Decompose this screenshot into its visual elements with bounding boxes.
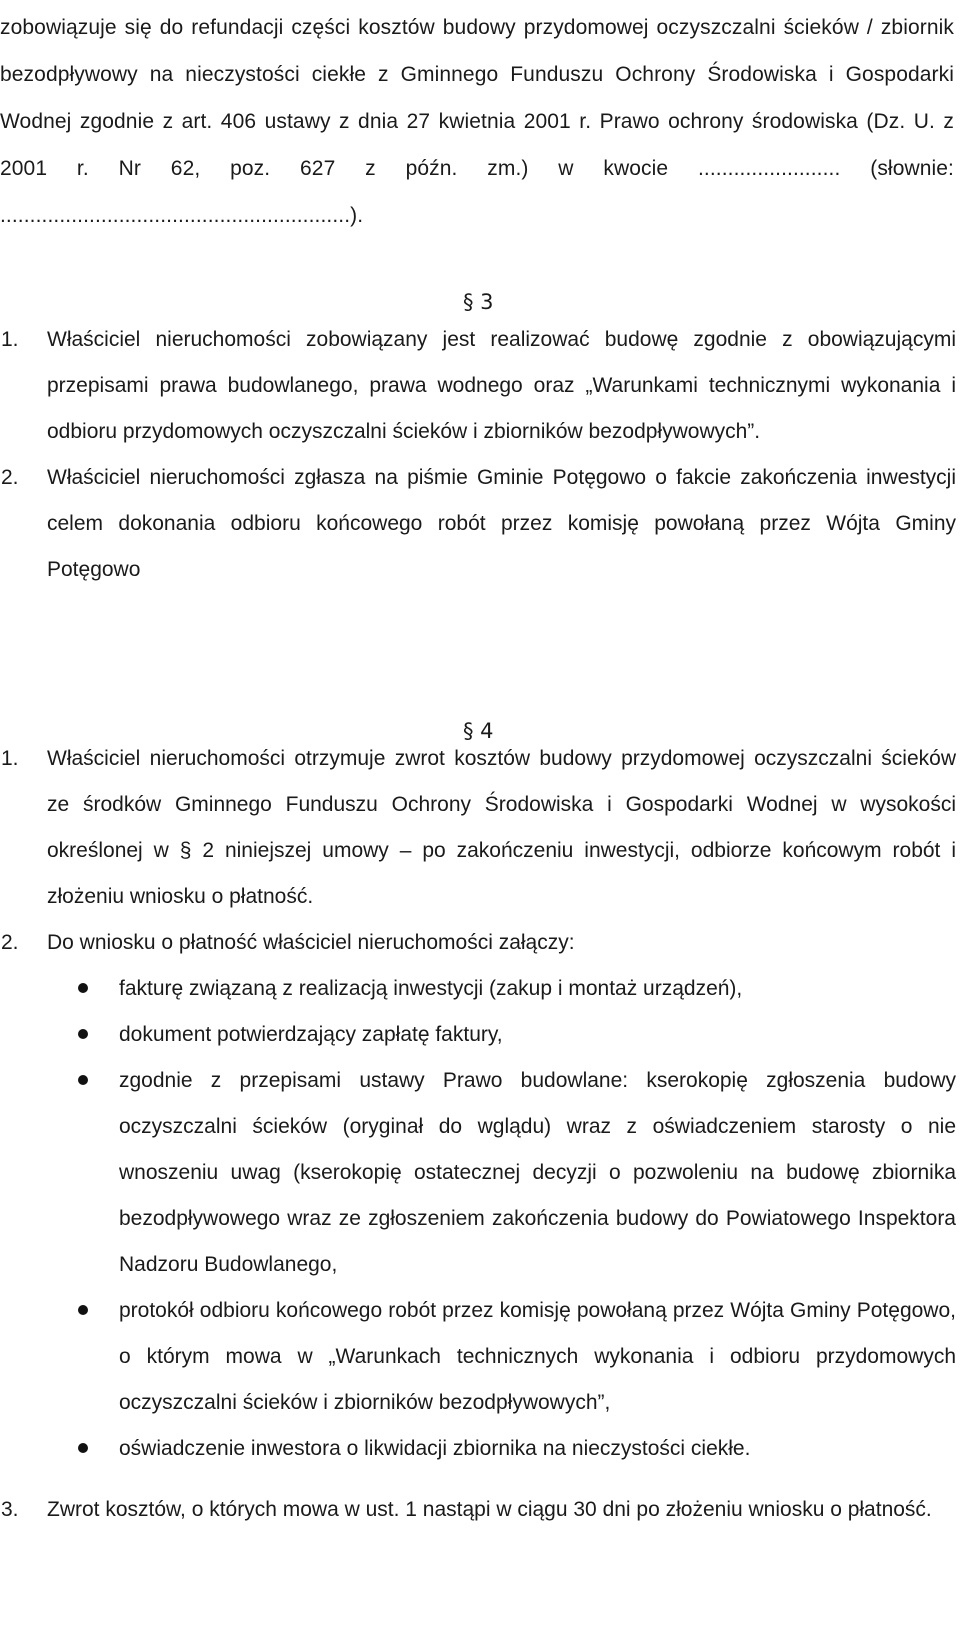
list-item xyxy=(0,1058,956,1288)
intro-text: zobowiązuje się do refundacji części kosztów budowy przydomowej oczyszczalni ścieków / zbiornik bezodpływowy na nieczystości ciekłe z Gminnego Funduszu Ochrony Środowiska i Gospodarki Wodnej zgodnie z art. 406 ustawy z dnia 27 kwietnia 2001 r. Prawo ochrony środowiska (Dz. U. z 2001 r. Nr 62, poz. 627 z późn. zm.) w kwocie ........................ (słownie: ...........................................................). xyxy=(0,16,954,227)
section-3-item-1 xyxy=(0,317,956,455)
item-text: Do wniosku o płatność właściciel nieruchomości załączy: xyxy=(47,931,575,954)
list-item-text: fakturę związaną z realizacją inwestycji (zakup i montaż urządzeń), xyxy=(119,977,743,1000)
item-number: 2. xyxy=(1,466,19,489)
list-item xyxy=(0,1426,956,1472)
list-item-text: dokument potwierdzający zapłatę faktury, xyxy=(119,1023,503,1046)
bullet-icon xyxy=(78,983,88,993)
section-4-item-1 xyxy=(0,736,956,920)
section-3-list xyxy=(0,317,956,593)
list-item-text: zgodnie z przepisami ustawy Prawo budowlane: kserokopię zgłoszenia budowy oczyszczalni ścieków (oryginał do wglądu) wraz z oświadczeniem starosty o nie wnoszeniu uwag (kserokopię ostatecznej decyzji o pozwoleniu na budowę zbiornika bezodpływowego wraz ze zgłoszeniem zakończenia budowy do Powiatowego Inspektora Nadzoru Budowlanego, xyxy=(119,1069,956,1276)
section-3-heading: § 3 xyxy=(463,290,494,314)
item-text: Właściciel nieruchomości zgłasza na piśmie Gminie Potęgowo o fakcie zakończenia inwestycji celem dokonania odbioru końcowego robót przez komisję powołaną przez Wójta Gminy Potęgowo xyxy=(47,466,956,581)
section-4-item-2 xyxy=(0,920,956,966)
list-item xyxy=(0,1288,956,1426)
list-item-text: oświadczenie inwestora o likwidacji zbiornika na nieczystości ciekłe. xyxy=(119,1437,751,1460)
item-text: Zwrot kosztów, o których mowa w ust. 1 nastąpi w ciągu 30 dni po złożeniu wniosku o płatność. xyxy=(47,1498,932,1521)
item-number: 1. xyxy=(1,328,19,351)
bullet-icon xyxy=(78,1305,88,1315)
section-4-item-3-wrapper xyxy=(0,1487,956,1533)
list-item xyxy=(0,1012,956,1058)
item-number: 1. xyxy=(1,747,19,770)
item-number: 2. xyxy=(1,931,19,954)
attachments-list xyxy=(0,966,956,1472)
intro-paragraph xyxy=(0,4,954,239)
bullet-icon xyxy=(78,1443,88,1453)
item-number: 3. xyxy=(1,1498,19,1521)
section-3-item-2 xyxy=(0,455,956,593)
section-4-list xyxy=(0,736,956,966)
section-4-heading: § 4 xyxy=(463,719,494,743)
bullet-icon xyxy=(78,1029,88,1039)
section-4-item-3 xyxy=(0,1487,956,1533)
bullet-icon xyxy=(78,1075,88,1085)
list-item-text: protokół odbioru końcowego robót przez komisję powołaną przez Wójta Gminy Potęgowo, o którym mowa w „Warunkach technicznych wykonania i odbioru przydomowych oczyszczalni ścieków i zbiorników bezodpływowych”, xyxy=(119,1299,956,1414)
item-text: Właściciel nieruchomości zobowiązany jest realizować budowę zgodnie z obowiązującymi przepisami prawa budowlanego, prawa wodnego oraz „Warunkami technicznymi wykonania i odbioru przydomowych oczyszczalni ścieków i zbiorników bezodpływowych”. xyxy=(47,328,956,443)
list-item xyxy=(0,966,956,1012)
attachments-list-wrapper xyxy=(0,966,956,1472)
item-text: Właściciel nieruchomości otrzymuje zwrot kosztów budowy przydomowej oczyszczalni ścieków ze środków Gminnego Funduszu Ochrony Środowiska i Gospodarki Wodnej w wysokości określonej w § 2 niniejszej umowy – po zakończeniu inwestycji, odbiorze końcowym robót i złożeniu wniosku o płatność. xyxy=(47,747,956,908)
